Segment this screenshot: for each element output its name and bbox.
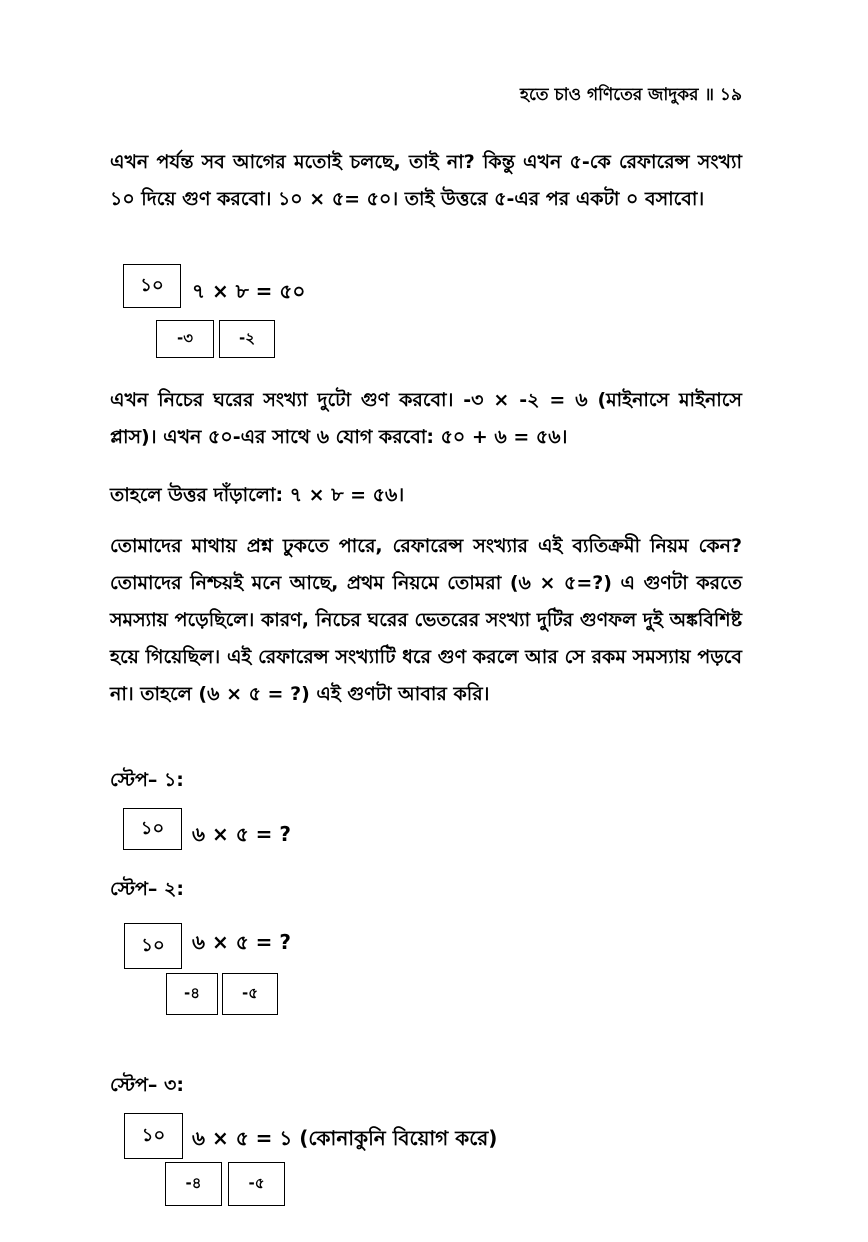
step-1-label: স্টেপ– ১: bbox=[110, 769, 184, 791]
sub-box-2: -২ bbox=[219, 320, 275, 358]
sub-box-2: -৫ bbox=[222, 973, 278, 1015]
step-2-label: স্টেপ– ২: bbox=[110, 878, 184, 900]
sub-box-1: -৪ bbox=[165, 1162, 222, 1206]
sub-box-1: -৪ bbox=[166, 973, 218, 1015]
sub-box-1: -৩ bbox=[156, 320, 214, 358]
equation: ৬ × ৫ = ১ (কোনাকুনি বিয়োগ করে) bbox=[192, 1126, 498, 1150]
reference-box: ১০ bbox=[123, 808, 182, 850]
page-header: হতে চাও গণিতের জাদুকর ॥ ১৯ bbox=[520, 85, 742, 105]
paragraph-2: এখন নিচের ঘরের সংখ্যা দুটো গুণ করবো। -৩ × -২ = ৬ (মাইনাসে মাইনাসে প্লাস)। এখন ৫০-এর সাথে ৬ যোগ করবো: ৫০ + ৬ = ৫৬। bbox=[110, 389, 742, 448]
sub-box-2: -৫ bbox=[228, 1162, 285, 1206]
paragraph-4: তোমাদের মাথায় প্রশ্ন ঢুকতে পারে, রেফারেন্স সংখ্যার এই ব্যতিক্রমী নিয়ম কেন? তোমাদের নিশ্চয়ই মনে আছে, প্রথম নিয়মে তোমরা (৬ × ৫=?) এ গুণটা করতে সমস্যায় পড়েছিলে। কারণ, নিচের ঘরের ভেতরের সংখ্যা দুটির গুণফল দুই অঙ্কবিশিষ্ট হয়ে গিয়েছিল। এই রেফারেন্স সংখ্যাটি ধরে গুণ করলে আর সে রকম সমস্যায় পড়বে না। তাহলে (৬ × ৫ = ?) এই গুণটা আবার করি। bbox=[110, 535, 742, 705]
equation: ৬ × ৫ = ? bbox=[192, 822, 291, 846]
step-3-label: স্টেপ– ৩: bbox=[110, 1074, 184, 1096]
reference-box: ১০ bbox=[124, 923, 182, 969]
equation: ৬ × ৫ = ? bbox=[192, 930, 291, 954]
paragraph-3: তাহলে উত্তর দাঁড়ালো: ৭ × ৮ = ৫৬। bbox=[110, 484, 405, 506]
equation: ৭ × ৮ = ৫০ bbox=[192, 279, 306, 303]
reference-box: ১০ bbox=[123, 264, 181, 308]
paragraph-1: এখন পর্যন্ত সব আগের মতোই চলছে, তাই না? কিন্তু এখন ৫-কে রেফারেন্স সংখ্যা ১০ দিয়ে গুণ করবো। ১০ × ৫= ৫০। তাই উত্তরে ৫-এর পর একটা ০ বসাবো। bbox=[110, 151, 742, 210]
reference-box: ১০ bbox=[124, 1113, 183, 1159]
